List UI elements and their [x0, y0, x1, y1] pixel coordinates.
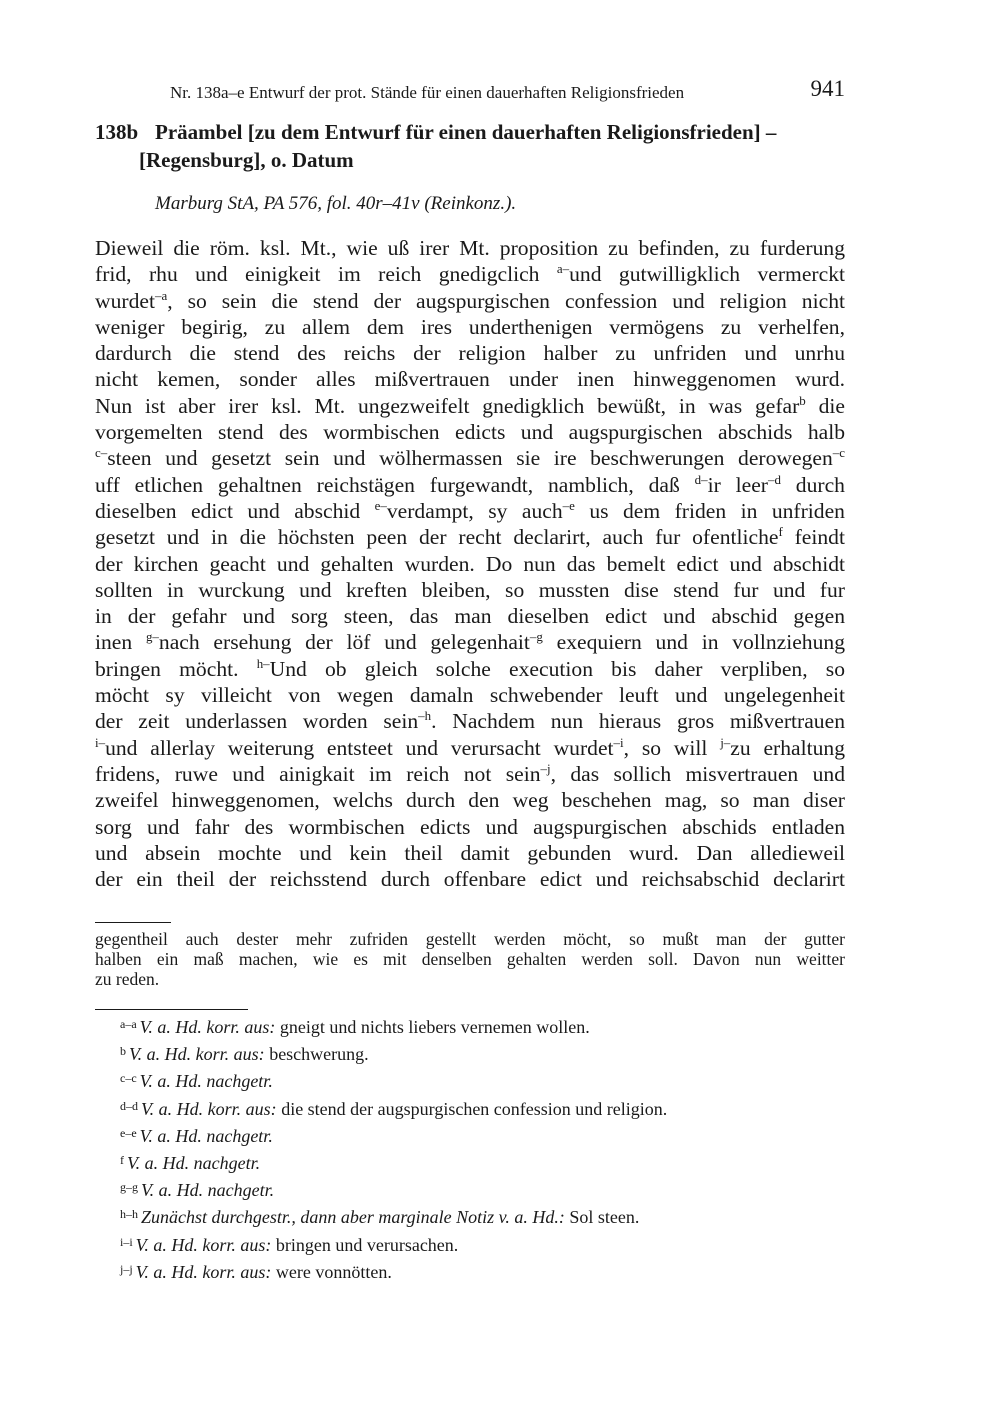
document-title-line2: [Regensburg], o. Datum [139, 148, 354, 172]
page-number: 941 [810, 76, 845, 101]
running-head [170, 76, 845, 106]
footnote-editorial-note: V. a. Hd. korr. aus: [135, 1234, 272, 1255]
footnote-divider [95, 1009, 248, 1010]
footnote-editorial-note: V. a. Hd. korr. aus: [129, 1044, 265, 1065]
text-line: Dieweil die röm. ksl. Mt., wie uß irer Mt. proposition zu befinden, zu furderung [95, 236, 845, 260]
text-line: inen $^{g-}$nach ersehung der löf und gelegenhait$^{-g}$ exequiern und in vollnziehung [95, 629, 845, 655]
footnote-editorial-note: V. a. Hd. nachgetr. [139, 1071, 273, 1092]
footnote [120, 1175, 845, 1202]
footnote-mark: j–j [120, 1261, 133, 1276]
footnote-text: were vonnötten. [271, 1261, 392, 1282]
footnote-editorial-note: V. a. Hd. korr. aus: [139, 1017, 276, 1037]
footnote-mark: c–c [120, 1071, 137, 1086]
footnote-mark: i–i [120, 1234, 133, 1249]
document-title-line1: Präambel [zu dem Entwurf für einen dauerhaften Religionsfrieden] – [155, 120, 777, 144]
footnote [120, 1039, 845, 1066]
text-line: frid, rhu und einigkeit im reich gnedigclich $^{a-}$und gutwilligklich vermerckt [95, 261, 845, 287]
margin-note [95, 929, 845, 989]
text-line: Nun ist aber irer ksl. Mt. ungezweifelt gnedigklich bewüßt, in was gefar$^b$ die [95, 392, 846, 418]
text-line: nicht kemen, sonder alles mißvertrauen under inen hinweggenomen wurd. [95, 367, 845, 392]
main-text [95, 235, 845, 892]
footnote-mark: a–a [120, 1017, 137, 1031]
footnote [120, 1094, 845, 1121]
footnote-text: beschwerung. [264, 1044, 369, 1065]
text-line: dieselben edict und abschid $^{e-}$verdampt, sy auch$^{-e}$ us dem friden in unfriden [95, 497, 845, 523]
text-line: der kirchen geacht und gehalten wurden. Do nun das bemelt edict und abschidt [95, 551, 845, 576]
text-line: sorg und fahr des wormbischen edicts und augspurgischen abschids entladen [95, 814, 845, 839]
margin-note-divider [95, 922, 171, 923]
text-line: sollten in wurckung und kreften bleiben, so mussten dise stend fur und fur [95, 577, 845, 602]
footnote-editorial-note: Zunächst durchgestr., dann aber marginale Notiz v. a. Hd.: [141, 1207, 565, 1228]
text-line: wurdet$^{-a}$, so sein die stend der augspurgischen confession und religion nicht [95, 287, 845, 313]
footnote-mark: b [120, 1044, 126, 1059]
margin-note-line: gegentheil auch dester mehr zufriden gestellt werden möcht, so mußt man der gutter [95, 929, 845, 949]
margin-note-line: zu reden. [95, 969, 160, 989]
footnote-mark: d–d [120, 1098, 138, 1113]
footnote-text: Sol steen. [564, 1207, 640, 1228]
footnote [120, 1230, 845, 1257]
footnote-mark: h–h [120, 1207, 138, 1222]
text-line: in der gefahr und sorg steen, das man dieselben edict und abschid gegen [95, 604, 845, 629]
text-line: fridens, ruwe und ainigkait im reich not sein$^{-j}$, das sollich misvertrauen und [95, 760, 845, 786]
footnote-editorial-note: V. a. Hd. korr. aus: [135, 1261, 272, 1282]
footnote [120, 1148, 845, 1175]
text-line: der zeit underlassen worden sein$^{-h}$. Nachdem nun hieraus gros mißvertrauen [95, 708, 845, 734]
footnote [120, 1012, 845, 1039]
running-title: Nr. 138a–e Entwurf der prot. Stände für einen dauerhaften Religionsfrieden [170, 83, 685, 102]
document-heading [95, 118, 855, 174]
text-line: $^{i-}$und allerlay weiterung entsteet und verursacht wurdet$^{-i}$, so will $^{j-}$zu erhaltung [95, 734, 846, 760]
footnote-editorial-note: V. a. Hd. nachgetr. [127, 1153, 261, 1174]
text-line: zweifel hinweggenomen, welchs durch den weg beschehen mag, so man diser [95, 788, 845, 813]
margin-note-line: halben ein maß machen, wie es mit denselben gehalten werden soll. Davon nun weitter [95, 949, 845, 969]
document-number: 138b [95, 120, 139, 144]
text-line: möcht sy villeicht von wegen damaln schwebender leuft und ungelegenheit [95, 683, 845, 708]
footnote-mark: g–g [120, 1180, 138, 1195]
text-line: weniger begirig, zu allem dem ires underthenigen vermögens zu verhelfen, [95, 314, 845, 339]
footnote-mark: f [120, 1153, 124, 1168]
footnote-editorial-note: V. a. Hd. nachgetr. [141, 1180, 275, 1201]
text-line: der ein theil der reichsstend durch offenbare edict und reichsabschid declarirt [95, 867, 845, 892]
source-citation: Marburg StA, PA 576, fol. 40r–41v (Reinkonz.). [155, 193, 517, 214]
footnote [120, 1257, 845, 1284]
text-line: bringen möcht. $^{h-}$Und ob gleich solche execution bis daher verpliben, so [95, 655, 845, 681]
text-line: $^{c-}$steen und gesetzt sein und wölhermassen sie ire beschwerungen derowegen$^{-c}$ [95, 445, 845, 471]
footnote-editorial-note: V. a. Hd. korr. aus: [141, 1098, 277, 1119]
text-line: vorgemelten stend des wormbischen edicts und augspurgischen abschids halb [95, 420, 845, 445]
text-line: uff etlichen gehaltnen reichstägen furgewandt, namblich, daß $^{d-}$ir leer$^{-d}$ durch [95, 471, 845, 497]
footnote-text: gneigt und nichts liebers vernemen wollen. [275, 1017, 590, 1037]
text-line: und absein mochte und kein theil damit gebunden wurd. Dan alledieweil [95, 840, 845, 865]
footnotes [120, 1012, 845, 1284]
text-line: dardurch die stend des reichs der religion halber zu unfriden und unrhu [95, 341, 845, 366]
footnote-text: die stend der augspurgischen confession und religion. [276, 1098, 668, 1119]
text-line: gesetzt und in die höchsten peen der recht declarirt, auch fur ofentliche$^f$ feindt [95, 524, 845, 550]
footnote [120, 1121, 845, 1148]
footnote-text: bringen und verursachen. [271, 1234, 459, 1255]
footnote-mark: e–e [120, 1125, 137, 1140]
footnote-editorial-note: V. a. Hd. nachgetr. [139, 1125, 273, 1146]
footnote [120, 1066, 845, 1093]
footnote [120, 1202, 845, 1229]
